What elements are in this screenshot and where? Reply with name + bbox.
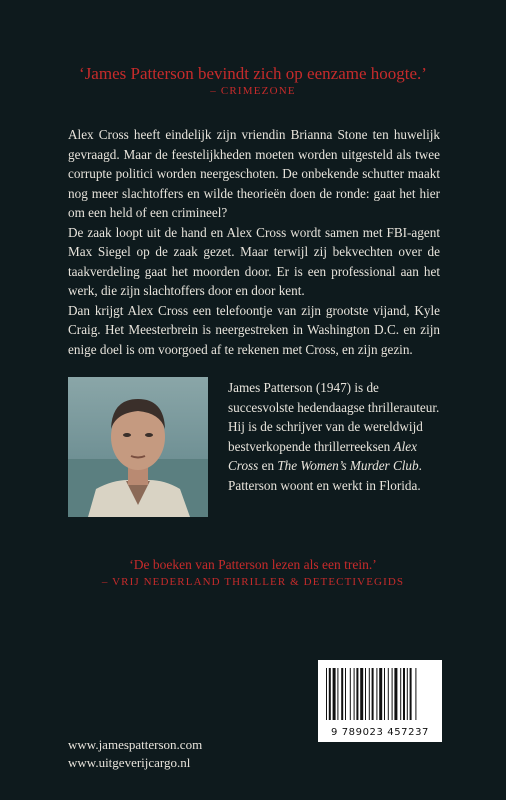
website-link-publisher[interactable]: www.uitgeverijcargo.nl	[68, 755, 191, 770]
synopsis-paragraph-2: De zaak loopt uit de hand en Alex Cross wordt samen met FBI-agent Max Siegel op de zaak gezet. Maar terwijl zij bekvechten over de taakverdeling gaat het moorden door. Er is een professional aan het werk, die zijn slachtoffers door en door kent.	[68, 224, 440, 298]
barcode-bars	[318, 660, 442, 724]
barcode-bar	[403, 668, 405, 720]
barcode-bar	[369, 668, 370, 720]
barcode-bar	[333, 668, 336, 720]
synopsis	[68, 125, 440, 359]
barcode-bar	[329, 668, 331, 720]
barcode-bar	[326, 668, 327, 720]
author-bio-text-3: . Patterson woont en werkt in Florida.	[228, 458, 422, 493]
barcode-bar	[354, 668, 355, 720]
barcode-bar	[365, 668, 366, 720]
barcode-bar	[379, 668, 382, 720]
isbn-barcode	[318, 660, 442, 742]
barcode-bar	[407, 668, 408, 720]
author-photo	[68, 377, 208, 517]
bottom-review-quote: ‘De boeken van Patterson lezen als een trein.’	[129, 557, 377, 572]
barcode-bar	[356, 668, 358, 720]
series-title-womens-murder-club: The Women’s Murder Club	[277, 458, 419, 473]
barcode-bar	[388, 668, 389, 720]
barcode-bar	[360, 668, 363, 720]
barcode-bar	[392, 668, 393, 720]
website-links	[68, 736, 202, 772]
barcode-bar	[376, 668, 377, 720]
barcode-bar	[341, 668, 343, 720]
synopsis-paragraph-1: Alex Cross heeft eindelijk zijn vriendin Brianna Stone ten huwelijk gevraagd. Maar de feestelijkheden moeten worden uitgesteld als twee corrupte politici worden neergeschoten. De onbekende schutter maakt nog meer slachtoffers en wilde theorieën doen de ronde: gaat het hier om een held of een crimineel?	[68, 127, 440, 220]
barcode-bar	[394, 668, 397, 720]
barcode-bar	[345, 668, 346, 720]
author-bio-text: James Patterson (1947) is de succesvolste hedendaagse thrillerauteur. Hij is de schrijver van de wereldwijd bestverkopende thrillerreeksen	[228, 380, 440, 454]
barcode-bar	[415, 668, 416, 720]
author-bio-text-2: en	[258, 458, 278, 473]
barcode-bar	[337, 668, 338, 720]
author-bio	[228, 378, 440, 495]
author-portrait-image	[68, 377, 208, 517]
series-title-alex-cross: Alex Cross	[228, 438, 417, 473]
barcode-bar	[350, 668, 351, 720]
bottom-review-source: – VRIJ NEDERLAND THRILLER & DETECTIVEGIDS	[101, 576, 405, 588]
barcode-bar	[410, 668, 412, 720]
barcode-bar	[384, 668, 385, 720]
barcode-bar	[400, 668, 401, 720]
top-review-source: – CRIMEZONE	[210, 85, 296, 97]
isbn-number: 9 789023 457237	[330, 727, 430, 738]
barcode-bar	[372, 668, 374, 720]
synopsis-paragraph-3: Dan krijgt Alex Cross een telefoontje van zijn grootste vijand, Kyle Craig. Het Meesterbrein is neergestreken in Washington D.C. en zijn enige doel is om voorgoed af te rekenen met Cross, en zijn gezin.	[68, 302, 440, 357]
website-link-author[interactable]: www.jamespatterson.com	[68, 737, 203, 752]
top-review-quote: ‘James Patterson bevindt zich op eenzame hoogte.’	[79, 64, 427, 83]
